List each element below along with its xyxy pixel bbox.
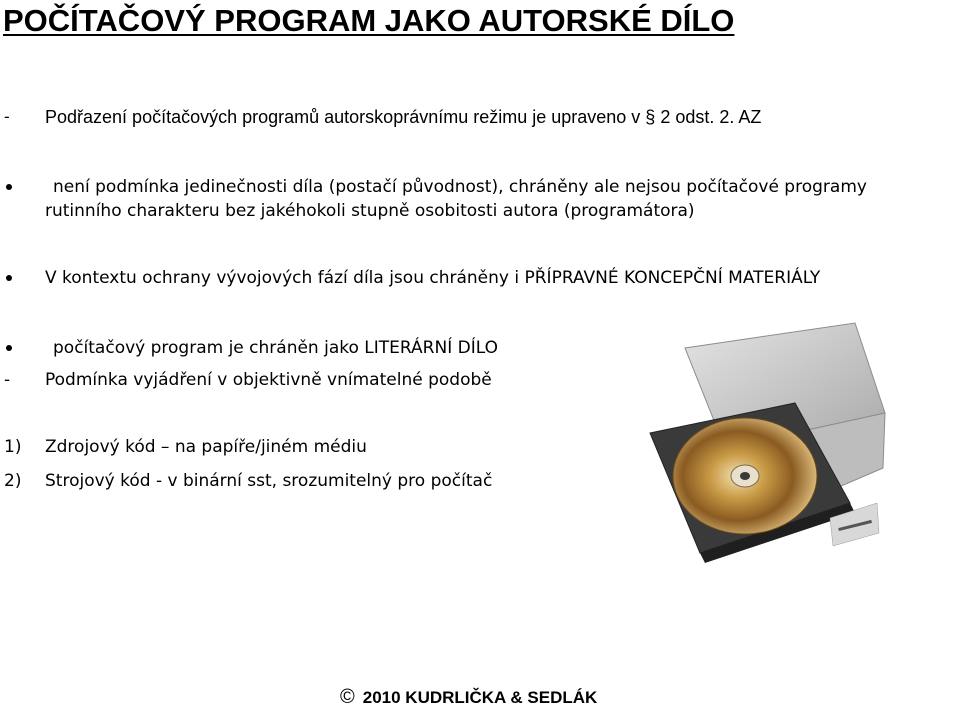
- dash-marker: -: [4, 370, 11, 390]
- cd-dvd-drive-icon: [645, 318, 890, 563]
- item-number: 2): [4, 471, 22, 491]
- expression-condition-text: Podmínka vyjádření v objektivně vnímatelné podobě: [45, 370, 492, 390]
- originality-text-line2: rutinního charakteru bez jakéhokoli stupně osobitosti autora (programátora): [45, 201, 695, 221]
- machine-code-text: Strojový kód - v binární sst, srozumitelný pro počítač: [45, 471, 493, 491]
- copyright-symbol: ©: [340, 686, 355, 708]
- development-phases-text: V kontextu ochrany vývojových fází díla jsou chráněny i PŘÍPRAVNÉ KONCEPČNÍ MATERIÁLY: [45, 268, 821, 288]
- literary-work-text: počítačový program je chráněn jako LITERÁRNÍ DÍLO: [53, 338, 498, 358]
- originality-text-line1: není podmínka jedinečnosti díla (postačí původnost), chráněny ale nejsou počítačové programy: [53, 177, 867, 197]
- bullet-dot-icon: [6, 275, 12, 281]
- legal-basis-text: Podřazení počítačových programů autorskoprávnímu režimu je upraveno v § 2 odst. 2. AZ: [45, 107, 762, 127]
- slide-title: POČÍTAČOVÝ PROGRAM JAKO AUTORSKÉ DÍLO: [3, 3, 735, 38]
- bullet-dot-icon: [6, 345, 12, 351]
- footer-text: 2010 KUDRLIČKA & SEDLÁK: [362, 688, 598, 707]
- dash-marker: -: [4, 107, 10, 126]
- bullet-dot-icon: [6, 184, 12, 190]
- source-code-text: Zdrojový kód – na papíře/jiném médiu: [45, 437, 367, 457]
- item-number: 1): [4, 437, 22, 457]
